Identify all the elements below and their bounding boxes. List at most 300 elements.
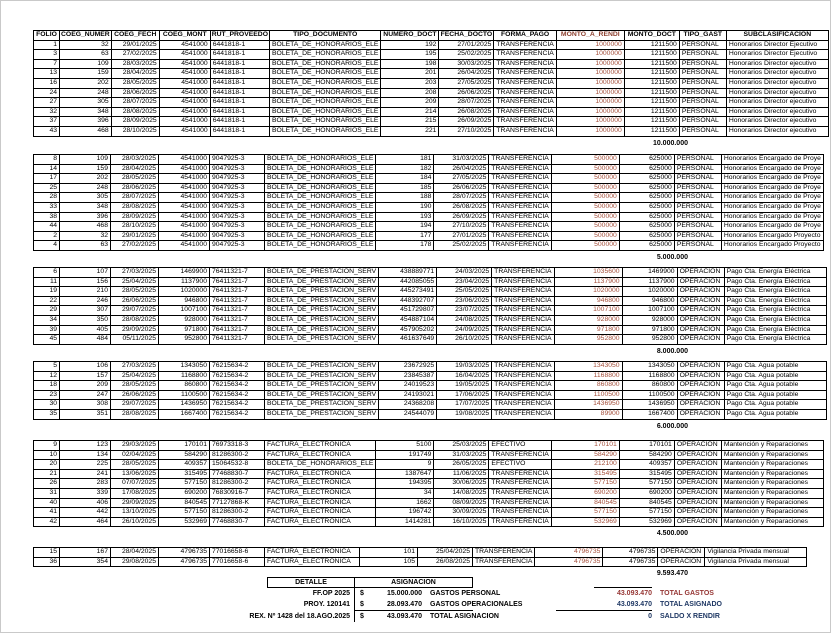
cell-forma_pago: TRANSFERENCIA bbox=[494, 107, 556, 117]
cell-tipo_gast: OPERACION bbox=[658, 557, 705, 567]
table-row bbox=[34, 557, 807, 567]
cell-coeg_mont: 4541000 bbox=[159, 59, 210, 69]
cell-folio: 33 bbox=[34, 202, 60, 212]
cell-coeg_mont: 4541000 bbox=[159, 98, 210, 108]
cell-subclasificacion: Pago Cta. Agua potable bbox=[724, 371, 826, 381]
cell-tipo_documento: BOLETA_DE_HONORARIOS_ELE bbox=[270, 126, 381, 136]
cell-forma_pago: TRANSFERENCIA bbox=[489, 193, 551, 203]
cell-folio: 41 bbox=[34, 508, 60, 518]
cell-subclasificacion: Pago Cta. Energía Eléctrica bbox=[724, 325, 826, 335]
cell-folio: 15 bbox=[34, 548, 60, 558]
cell-subclasificacion: Honorarios Director ejecutivo bbox=[726, 88, 828, 98]
cell-coeg_mont: 584290 bbox=[159, 450, 210, 460]
cell-fecha_docto: 30/06/2025 bbox=[434, 479, 489, 489]
cell-tipo_documento: BOLETA_DE_HONORARIOS_ELE bbox=[270, 117, 381, 127]
cell-coeg_fech: 25/04/2025 bbox=[111, 371, 159, 381]
cell-rut_proveedo: 6441818-1 bbox=[210, 78, 269, 88]
cell-subclasificacion: Pago Cta. Energía Eléctrica bbox=[724, 268, 826, 278]
cell-tipo_gast: OPERACION bbox=[674, 517, 721, 527]
cell-coeg_fech: 28/04/2025 bbox=[111, 548, 159, 558]
cell-tipo_gast: OPERACION bbox=[677, 371, 724, 381]
cell-monto_doct: 584290 bbox=[619, 450, 674, 460]
cell-folio: 5 bbox=[34, 362, 60, 372]
cell-tipo_documento: BOLETA_DE_HONORARIOS_ELE bbox=[265, 222, 376, 232]
cell-tipo_gast: PERSONAL bbox=[679, 50, 726, 60]
cell-coeg_numer: 464 bbox=[60, 517, 111, 527]
cell-coeg_numer: 109 bbox=[60, 155, 111, 165]
cell-coeg_mont: 4541000 bbox=[159, 231, 210, 241]
cell-rut_proveedo: 9047925-3 bbox=[210, 222, 265, 232]
cell-numero_doct: 24544079 bbox=[379, 409, 437, 419]
cell-tipo_documento: BOLETA_DE_PRESTACION_SERV bbox=[265, 335, 379, 345]
cell-monto_a_rendi: 1168800 bbox=[554, 371, 622, 381]
cell-forma_pago: TRANSFERENCIA bbox=[489, 469, 551, 479]
expense-table bbox=[33, 547, 807, 567]
expense-table bbox=[33, 267, 827, 345]
block-subtotal: 6.000.000 bbox=[656, 422, 688, 430]
cell-rut_proveedo: 81286300-2 bbox=[210, 508, 265, 518]
cell-coeg_numer: 156 bbox=[60, 277, 111, 287]
cell-monto_doct: 625000 bbox=[619, 231, 674, 241]
cell-monto_doct: 860800 bbox=[622, 381, 677, 391]
cell-coeg_numer: 134 bbox=[60, 450, 111, 460]
cell-monto_a_rendi: 1137900 bbox=[554, 277, 622, 287]
cell-rut_proveedo: 76215634-2 bbox=[210, 409, 265, 419]
total-gastos-value: 43.093.470 bbox=[616, 590, 652, 597]
cell-coeg_numer: 246 bbox=[60, 296, 111, 306]
cell-rut_proveedo: 9047925-3 bbox=[210, 174, 265, 184]
column-header-folio: FOLIO bbox=[34, 31, 60, 41]
cell-forma_pago: TRANSFERENCIA bbox=[492, 306, 554, 316]
cell-numero_doct: 101 bbox=[360, 548, 418, 558]
expense-block-1 bbox=[33, 30, 829, 148]
cell-folio: 11 bbox=[34, 277, 60, 287]
cell-coeg_numer: 305 bbox=[60, 98, 112, 108]
cell-coeg_mont: 4541000 bbox=[159, 88, 210, 98]
cell-folio: 39 bbox=[34, 325, 60, 335]
cell-monto_doct: 4796735 bbox=[603, 557, 658, 567]
table-row bbox=[34, 277, 827, 287]
cell-forma_pago: TRANSFERENCIA bbox=[489, 231, 551, 241]
header-row bbox=[34, 31, 829, 41]
cell-subclasificacion: Pago Cta. Energía Eléctrica bbox=[724, 277, 826, 287]
cell-forma_pago: TRANSFERENCIA bbox=[473, 557, 535, 567]
cell-tipo_gast: OPERACION bbox=[674, 450, 721, 460]
cell-tipo_documento: FACTURA_ELECTRONICA bbox=[265, 450, 376, 460]
cell-monto_doct: 946800 bbox=[622, 296, 677, 306]
cell-coeg_numer: 247 bbox=[60, 390, 111, 400]
cell-monto_doct: 625000 bbox=[619, 212, 674, 222]
cell-folio: 7 bbox=[34, 59, 60, 69]
table-row bbox=[34, 325, 827, 335]
table-row bbox=[34, 241, 824, 251]
expense-block-6 bbox=[33, 547, 807, 578]
cell-coeg_numer: 123 bbox=[60, 441, 111, 451]
expense-table bbox=[33, 440, 824, 527]
cell-coeg_mont: 4541000 bbox=[159, 202, 210, 212]
cell-fecha_docto: 27/05/2025 bbox=[439, 78, 494, 88]
cell-rut_proveedo: 6441818-1 bbox=[210, 59, 269, 69]
cell-forma_pago: TRANSFERENCIA bbox=[492, 390, 554, 400]
cell-coeg_fech: 29/08/2025 bbox=[111, 557, 159, 567]
cell-monto_a_rendi: 500000 bbox=[551, 164, 619, 174]
cell-tipo_gast: PERSONAL bbox=[674, 164, 721, 174]
cell-tipo_documento: BOLETA_DE_PRESTACION_SERV bbox=[265, 325, 379, 335]
cell-forma_pago: TRANSFERENCIA bbox=[492, 296, 554, 306]
cell-tipo_gast: OPERACION bbox=[677, 362, 724, 372]
cell-coeg_numer: 167 bbox=[60, 548, 111, 558]
cell-subclasificacion: Honorarios Encargado de Proye bbox=[721, 174, 823, 184]
cell-folio: 24 bbox=[34, 88, 60, 98]
cell-tipo_gast: OPERACION bbox=[677, 306, 724, 316]
cell-forma_pago: TRANSFERENCIA bbox=[489, 479, 551, 489]
cell-fecha_docto: 16/04/2025 bbox=[437, 371, 492, 381]
cell-folio: 31 bbox=[34, 488, 60, 498]
cell-coeg_numer: 307 bbox=[60, 306, 111, 316]
cell-coeg_mont: 1667400 bbox=[159, 409, 210, 419]
cell-folio: 3 bbox=[34, 50, 60, 60]
footer-label-1: GASTOS PERSONAL bbox=[430, 590, 501, 597]
currency-sign: $ bbox=[360, 601, 364, 608]
cell-coeg_fech: 29/03/2025 bbox=[111, 441, 159, 451]
cell-tipo_documento: BOLETA_DE_HONORARIOS_ELE bbox=[265, 231, 376, 241]
cell-rut_proveedo: 9047925-3 bbox=[210, 202, 265, 212]
cell-numero_doct: 190 bbox=[376, 202, 434, 212]
cell-coeg_numer: 354 bbox=[60, 557, 111, 567]
cell-monto_doct: 577150 bbox=[619, 508, 674, 518]
cell-numero_doct: 1387647 bbox=[376, 469, 434, 479]
cell-rut_proveedo: 6441818-1 bbox=[210, 98, 269, 108]
cell-subclasificacion: Honorarios Encargado Proyecto bbox=[721, 231, 823, 241]
cell-monto_a_rendi: 577150 bbox=[551, 508, 619, 518]
cell-tipo_documento: BOLETA_DE_HONORARIOS_ELE bbox=[265, 183, 376, 193]
cell-rut_proveedo: 81286300-2 bbox=[210, 450, 265, 460]
cell-folio: 45 bbox=[34, 335, 60, 345]
cell-numero_doct: 215 bbox=[381, 117, 439, 127]
cell-coeg_fech: 29/01/2025 bbox=[111, 40, 159, 50]
cell-tipo_documento: BOLETA_DE_PRESTACION_SERV bbox=[265, 362, 379, 372]
column-header-subclasificacion: SUBCLASIFICACION bbox=[726, 31, 828, 41]
cell-forma_pago: TRANSFERENCIA bbox=[473, 548, 535, 558]
cell-coeg_numer: 351 bbox=[60, 409, 111, 419]
cell-tipo_gast: OPERACION bbox=[677, 335, 724, 345]
total-asignado-label: TOTAL ASIGNADO bbox=[660, 601, 722, 608]
cell-monto_doct: 625000 bbox=[619, 183, 674, 193]
cell-subclasificacion: Honorarios Director Ejecutivo bbox=[726, 50, 828, 60]
saldo-value: 0 bbox=[648, 613, 652, 620]
cell-coeg_mont: 4541000 bbox=[159, 212, 210, 222]
cell-coeg_fech: 29/01/2025 bbox=[111, 231, 159, 241]
cell-coeg_numer: 63 bbox=[60, 241, 111, 251]
cell-coeg_numer: 396 bbox=[60, 117, 112, 127]
cell-forma_pago: TRANSFERENCIA bbox=[494, 117, 556, 127]
cell-forma_pago: TRANSFERENCIA bbox=[489, 222, 551, 232]
table-row bbox=[34, 315, 827, 325]
cell-folio: 22 bbox=[34, 296, 60, 306]
cell-tipo_documento: FACTURA_ELECTRONICA bbox=[265, 517, 376, 527]
cell-coeg_fech: 28/04/2025 bbox=[111, 69, 159, 79]
cell-tipo_gast: PERSONAL bbox=[674, 202, 721, 212]
asignacion-total-rule bbox=[354, 610, 473, 611]
cell-subclasificacion: Pago Cta. Agua potable bbox=[724, 381, 826, 391]
cell-coeg_mont: 4541000 bbox=[159, 193, 210, 203]
cell-folio: 37 bbox=[34, 117, 60, 127]
cell-fecha_docto: 23/06/2025 bbox=[437, 296, 492, 306]
table-row bbox=[34, 479, 824, 489]
cell-coeg_numer: 63 bbox=[60, 50, 112, 60]
cell-coeg_mont: 946800 bbox=[159, 296, 210, 306]
cell-coeg_numer: 157 bbox=[60, 371, 111, 381]
table-row bbox=[34, 183, 824, 193]
cell-coeg_fech: 28/06/2025 bbox=[111, 88, 159, 98]
cell-monto_a_rendi: 1000000 bbox=[556, 107, 624, 117]
cell-subclasificacion: Mantención y Reparaciones bbox=[721, 450, 823, 460]
table-row bbox=[34, 390, 827, 400]
cell-coeg_fech: 28/05/2025 bbox=[111, 78, 159, 88]
table-row bbox=[34, 517, 824, 527]
cell-monto_doct: 1100500 bbox=[622, 390, 677, 400]
cell-forma_pago: TRANSFERENCIA bbox=[492, 277, 554, 287]
expense-table bbox=[33, 30, 829, 137]
cell-coeg_mont: 4796735 bbox=[159, 548, 210, 558]
expense-table bbox=[33, 154, 824, 251]
cell-folio: 12 bbox=[34, 371, 60, 381]
table-row bbox=[34, 548, 807, 558]
cell-coeg_numer: 248 bbox=[60, 183, 111, 193]
cell-forma_pago: TRANSFERENCIA bbox=[489, 508, 551, 518]
cell-tipo_documento: FACTURA_ELECTRONICA bbox=[265, 508, 376, 518]
cell-monto_a_rendi: 1007100 bbox=[554, 306, 622, 316]
cell-coeg_fech: 28/07/2025 bbox=[111, 98, 159, 108]
cell-numero_doct: 184 bbox=[376, 174, 434, 184]
cell-tipo_gast: OPERACION bbox=[677, 381, 724, 391]
cell-tipo_gast: PERSONAL bbox=[674, 174, 721, 184]
cell-monto_a_rendi: 860800 bbox=[554, 381, 622, 391]
cell-monto_a_rendi: 1035600 bbox=[554, 268, 622, 278]
cell-monto_doct: 625000 bbox=[619, 202, 674, 212]
cell-forma_pago: TRANSFERENCIA bbox=[489, 450, 551, 460]
cell-tipo_gast: OPERACION bbox=[658, 548, 705, 558]
cell-tipo_gast: OPERACION bbox=[674, 441, 721, 451]
cell-tipo_documento: FACTURA_ELECTRONICA bbox=[265, 548, 360, 558]
cell-monto_a_rendi: 584290 bbox=[551, 450, 619, 460]
cell-forma_pago: TRANSFERENCIA bbox=[489, 202, 551, 212]
cell-tipo_gast: PERSONAL bbox=[674, 183, 721, 193]
cell-monto_a_rendi: 315495 bbox=[551, 469, 619, 479]
cell-folio: 4 bbox=[34, 241, 60, 251]
cell-rut_proveedo: 15064532-8 bbox=[210, 460, 265, 470]
cell-tipo_documento: BOLETA_DE_PRESTACION_SERV bbox=[265, 409, 379, 419]
cell-coeg_mont: 4541000 bbox=[159, 174, 210, 184]
cell-coeg_numer: 283 bbox=[60, 479, 111, 489]
cell-coeg_numer: 484 bbox=[60, 335, 111, 345]
cell-tipo_documento: BOLETA_DE_HONORARIOS_ELE bbox=[265, 174, 376, 184]
cell-monto_doct: 1211500 bbox=[624, 40, 679, 50]
cell-coeg_numer: 308 bbox=[60, 400, 111, 410]
cell-coeg_numer: 348 bbox=[60, 202, 111, 212]
cell-coeg_numer: 468 bbox=[60, 222, 111, 232]
cell-coeg_numer: 248 bbox=[60, 88, 112, 98]
table-row bbox=[34, 268, 827, 278]
cell-subclasificacion: Honorarios Director ejecutivo bbox=[726, 98, 828, 108]
cell-forma_pago: TRANSFERENCIA bbox=[494, 88, 556, 98]
cell-coeg_fech: 26/06/2025 bbox=[111, 390, 159, 400]
cell-numero_doct: 214 bbox=[381, 107, 439, 117]
cell-tipo_gast: PERSONAL bbox=[679, 78, 726, 88]
cell-tipo_gast: OPERACION bbox=[674, 508, 721, 518]
cell-folio: 38 bbox=[34, 212, 60, 222]
cell-tipo_documento: BOLETA_DE_HONORARIOS_ELE bbox=[265, 155, 376, 165]
cell-tipo_gast: OPERACION bbox=[677, 296, 724, 306]
cell-rut_proveedo: 9047925-3 bbox=[210, 193, 265, 203]
cell-coeg_fech: 27/02/2025 bbox=[111, 50, 159, 60]
table-row bbox=[34, 222, 824, 232]
cell-fecha_docto: 17/06/2025 bbox=[437, 390, 492, 400]
cell-monto_doct: 1211500 bbox=[624, 50, 679, 60]
cell-tipo_gast: PERSONAL bbox=[679, 69, 726, 79]
cell-coeg_mont: 4541000 bbox=[159, 155, 210, 165]
cell-subclasificacion: Honorarios Encargado de Proye bbox=[721, 222, 823, 232]
cell-coeg_mont: 952800 bbox=[159, 335, 210, 345]
cell-rut_proveedo: 76411321-7 bbox=[210, 315, 265, 325]
cell-rut_proveedo: 76411321-7 bbox=[210, 296, 265, 306]
table-row bbox=[34, 98, 829, 108]
cell-rut_proveedo: 6441818-1 bbox=[210, 50, 269, 60]
table-row bbox=[34, 69, 829, 79]
cell-numero_doct: 181 bbox=[376, 155, 434, 165]
cell-coeg_mont: 971800 bbox=[159, 325, 210, 335]
cell-monto_a_rendi: 577150 bbox=[551, 479, 619, 489]
cell-folio: 29 bbox=[34, 306, 60, 316]
table-row bbox=[34, 88, 829, 98]
cell-folio: 40 bbox=[34, 498, 60, 508]
cell-coeg_numer: 209 bbox=[60, 381, 111, 391]
column-header-coeg_mont: COEG_MONT bbox=[159, 31, 210, 41]
table-row bbox=[34, 202, 824, 212]
cell-monto_doct: 1020000 bbox=[622, 287, 677, 297]
cell-coeg_numer: 202 bbox=[60, 174, 111, 184]
cell-subclasificacion: Honorarios Encargado de Proye bbox=[721, 183, 823, 193]
cell-monto_doct: 577150 bbox=[619, 479, 674, 489]
cell-coeg_fech: 28/08/2025 bbox=[111, 107, 159, 117]
cell-rut_proveedo: 6441818-1 bbox=[210, 88, 269, 98]
cell-fecha_docto: 25/04/2025 bbox=[418, 548, 473, 558]
cell-coeg_numer: 159 bbox=[60, 69, 112, 79]
table-row bbox=[34, 450, 824, 460]
cell-coeg_numer: 210 bbox=[60, 287, 111, 297]
column-header-monto_a_rendi: MONTO_A_RENDI bbox=[556, 31, 624, 41]
cell-coeg_fech: 28/10/2025 bbox=[111, 222, 159, 232]
cell-fecha_docto: 17/07/2025 bbox=[437, 400, 492, 410]
table-row bbox=[34, 469, 824, 479]
cell-subclasificacion: Pago Cta. Energía Eléctrica bbox=[724, 335, 826, 345]
cell-coeg_numer: 339 bbox=[60, 488, 111, 498]
cell-numero_doct: 221 bbox=[381, 126, 439, 136]
cell-folio: 18 bbox=[34, 381, 60, 391]
cell-folio: 8 bbox=[34, 155, 60, 165]
cell-subclasificacion: Pago Cta. Agua potable bbox=[724, 400, 826, 410]
cell-tipo_gast: OPERACION bbox=[674, 498, 721, 508]
cell-coeg_mont: 1007100 bbox=[159, 306, 210, 316]
cell-coeg_fech: 28/07/2025 bbox=[111, 193, 159, 203]
cell-coeg_fech: 13/06/2025 bbox=[111, 469, 159, 479]
cell-forma_pago: TRANSFERENCIA bbox=[492, 371, 554, 381]
cell-tipo_documento: BOLETA_DE_HONORARIOS_ELE bbox=[265, 193, 376, 203]
cell-numero_doct: 448392707 bbox=[379, 296, 437, 306]
cell-folio: 30 bbox=[34, 400, 60, 410]
cell-numero_doct: 24019523 bbox=[379, 381, 437, 391]
cell-folio: 20 bbox=[34, 460, 60, 470]
footer-detalle-1: FF.OP 2025 bbox=[312, 590, 350, 597]
cell-tipo_gast: PERSONAL bbox=[679, 40, 726, 50]
cell-forma_pago: TRANSFERENCIA bbox=[492, 409, 554, 419]
saldo-label: SALDO X RENDIR bbox=[660, 613, 720, 620]
cell-coeg_mont: 4796735 bbox=[159, 557, 210, 567]
cell-monto_doct: 625000 bbox=[619, 241, 674, 251]
cell-coeg_fech: 27/02/2025 bbox=[111, 241, 159, 251]
cell-tipo_documento: BOLETA_DE_HONORARIOS_ELE bbox=[270, 59, 381, 69]
table-row bbox=[34, 40, 829, 50]
column-header-numero_doct: NUMERO_DOCT bbox=[381, 31, 439, 41]
cell-rut_proveedo: 9047925-3 bbox=[210, 231, 265, 241]
cell-monto_a_rendi: 212100 bbox=[551, 460, 619, 470]
cell-subclasificacion: Mantención y Reparaciones bbox=[721, 479, 823, 489]
cell-numero_doct: 198 bbox=[381, 59, 439, 69]
cell-folio: 44 bbox=[34, 222, 60, 232]
cell-monto_doct: 4796735 bbox=[603, 548, 658, 558]
column-header-tipo_gast: TIPO_GAST bbox=[679, 31, 726, 41]
cell-numero_doct: 445273491 bbox=[379, 287, 437, 297]
cell-numero_doct: 196742 bbox=[376, 508, 434, 518]
monto-value: 43.093.470 bbox=[386, 613, 422, 620]
cell-subclasificacion: Honorarios Director ejecutivo bbox=[726, 59, 828, 69]
monto-value: 15.000.000 bbox=[386, 590, 422, 597]
cell-numero_doct: 442085055 bbox=[379, 277, 437, 287]
cell-tipo_gast: OPERACION bbox=[674, 488, 721, 498]
block-subtotal: 10.000.000 bbox=[652, 139, 688, 147]
cell-fecha_docto: 28/07/2025 bbox=[439, 98, 494, 108]
cell-fecha_docto: 26/04/2025 bbox=[439, 69, 494, 79]
cell-monto_a_rendi: 1000000 bbox=[556, 98, 624, 108]
cell-forma_pago: TRANSFERENCIA bbox=[489, 212, 551, 222]
cell-numero_doct: 193 bbox=[376, 212, 434, 222]
cell-folio: 2 bbox=[34, 231, 60, 241]
cell-fecha_docto: 25/02/2025 bbox=[439, 50, 494, 60]
cell-tipo_documento: BOLETA_DE_PRESTACION_SERV bbox=[265, 287, 379, 297]
cell-numero_doct: 178 bbox=[376, 241, 434, 251]
cell-coeg_mont: 4541000 bbox=[159, 117, 210, 127]
cell-rut_proveedo: 9047925-3 bbox=[210, 212, 265, 222]
cell-subclasificacion: Honorarios Encargado de Proye bbox=[721, 155, 823, 165]
cell-fecha_docto: 26/08/2025 bbox=[434, 202, 489, 212]
cell-coeg_fech: 26/06/2025 bbox=[111, 296, 159, 306]
cell-subclasificacion: Mantención y Reparaciones bbox=[721, 460, 823, 470]
cell-coeg_mont: 4541000 bbox=[159, 183, 210, 193]
cell-tipo_documento: FACTURA_ELECTRONICA bbox=[265, 469, 376, 479]
cell-coeg_mont: 1469900 bbox=[159, 268, 210, 278]
cell-coeg_mont: 1168800 bbox=[159, 371, 210, 381]
cell-coeg_mont: 577150 bbox=[159, 479, 210, 489]
cell-coeg_mont: 840545 bbox=[159, 498, 210, 508]
table-row bbox=[34, 335, 827, 345]
cell-coeg_mont: 577150 bbox=[159, 508, 210, 518]
cell-fecha_docto: 26/09/2025 bbox=[439, 117, 494, 127]
cell-tipo_documento: BOLETA_DE_HONORARIOS_ELE bbox=[270, 88, 381, 98]
cell-numero_doct: 438889771 bbox=[379, 268, 437, 278]
cell-coeg_fech: 28/03/2025 bbox=[111, 155, 159, 165]
cell-monto_a_rendi: 1100500 bbox=[554, 390, 622, 400]
cell-coeg_fech: 29/09/2025 bbox=[111, 498, 159, 508]
